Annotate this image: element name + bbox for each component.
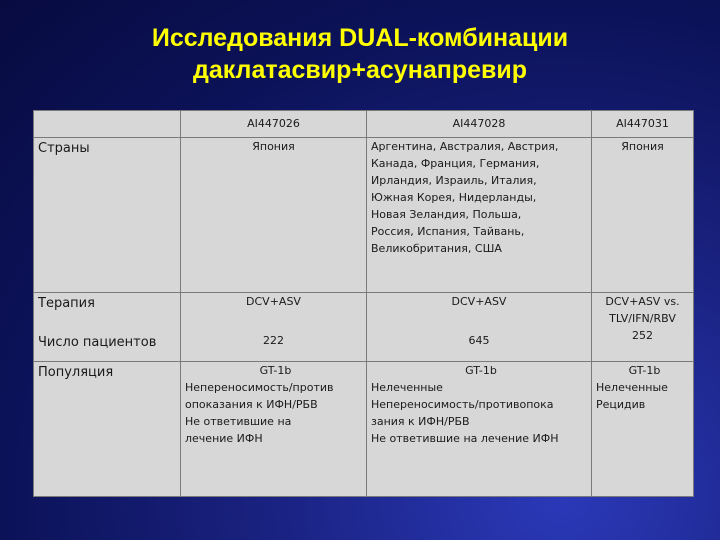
cell-line: GT-1b: [259, 364, 292, 377]
cell-line: Не ответившие на: [185, 415, 292, 428]
cell-line: зания к ИФН/РБВ: [371, 415, 470, 428]
cell-line: GT-1b: [628, 364, 661, 377]
cell-line: Новая Зеландия, Польша,: [371, 208, 522, 221]
table-header-row: [34, 111, 694, 138]
spacer: [367, 310, 591, 332]
column-header: AI447031: [592, 111, 694, 138]
cell-line: лечение ИФН: [185, 432, 263, 445]
row-label: Популяция: [34, 362, 181, 497]
cell-line: Рецидив: [596, 398, 646, 411]
table-cell: [592, 362, 694, 497]
slide-title-line-1: Исследования DUAL-комбинации: [151, 24, 569, 52]
cell-line: Нелеченные: [371, 381, 443, 394]
row-label: Страны: [34, 138, 181, 293]
table-cell: [181, 362, 367, 497]
row-label: Число пациентов: [38, 335, 157, 350]
spacer: [181, 310, 366, 332]
spacer: [38, 312, 180, 334]
cell-line: DCV+ASV vs.: [605, 295, 680, 308]
cell-line: Непереносимость/противопока: [371, 398, 554, 411]
cell-line: Канада, Франция, Германия,: [371, 157, 540, 170]
table-cell: [367, 362, 592, 497]
table-cell: Япония: [592, 138, 694, 293]
cell-line: Россия, Испания, Тайвань,: [371, 225, 525, 238]
row-label: Терапия: [38, 296, 95, 311]
table-cell: [592, 293, 694, 362]
cell-line: Нелеченные: [596, 381, 668, 394]
cell-line: TLV/IFN/RBV: [609, 312, 676, 325]
table-row-countries: [34, 138, 694, 293]
cell-line: DCV+ASV: [451, 295, 507, 308]
cell-line: Не ответившие на лечение ИФН: [371, 432, 559, 445]
cell-line: DCV+ASV: [246, 295, 301, 308]
cell-line: опоказания к ИФН/РБВ: [185, 398, 318, 411]
cell-line: 222: [263, 334, 284, 347]
table-cell: [367, 293, 592, 362]
slide-title: [0, 22, 720, 86]
cell-line: 645: [468, 334, 490, 347]
cell-line: Аргентина, Австралия, Австрия,: [371, 140, 559, 153]
table-cell: [34, 293, 181, 362]
cell-line: Непереносимость/против: [185, 381, 334, 394]
cell-line: Ирландия, Израиль, Италия,: [371, 174, 537, 187]
slide-title-line-2: даклатасвир+асунапревир: [192, 56, 528, 84]
table-cell: Япония: [181, 138, 367, 293]
cell-line: Великобритания, США: [371, 242, 502, 255]
header-empty-cell: [34, 111, 181, 138]
cell-line: 252: [632, 329, 653, 342]
table-cell: [367, 138, 592, 293]
table-row-therapy: [34, 293, 694, 362]
table-row-population: [34, 362, 694, 497]
cell-line: GT-1b: [465, 364, 497, 377]
table-cell: [181, 293, 367, 362]
cell-line: Южная Корея, Нидерланды,: [371, 191, 537, 204]
studies-table: [33, 110, 694, 497]
column-header: AI447026: [181, 111, 367, 138]
column-header: AI447028: [367, 111, 592, 138]
